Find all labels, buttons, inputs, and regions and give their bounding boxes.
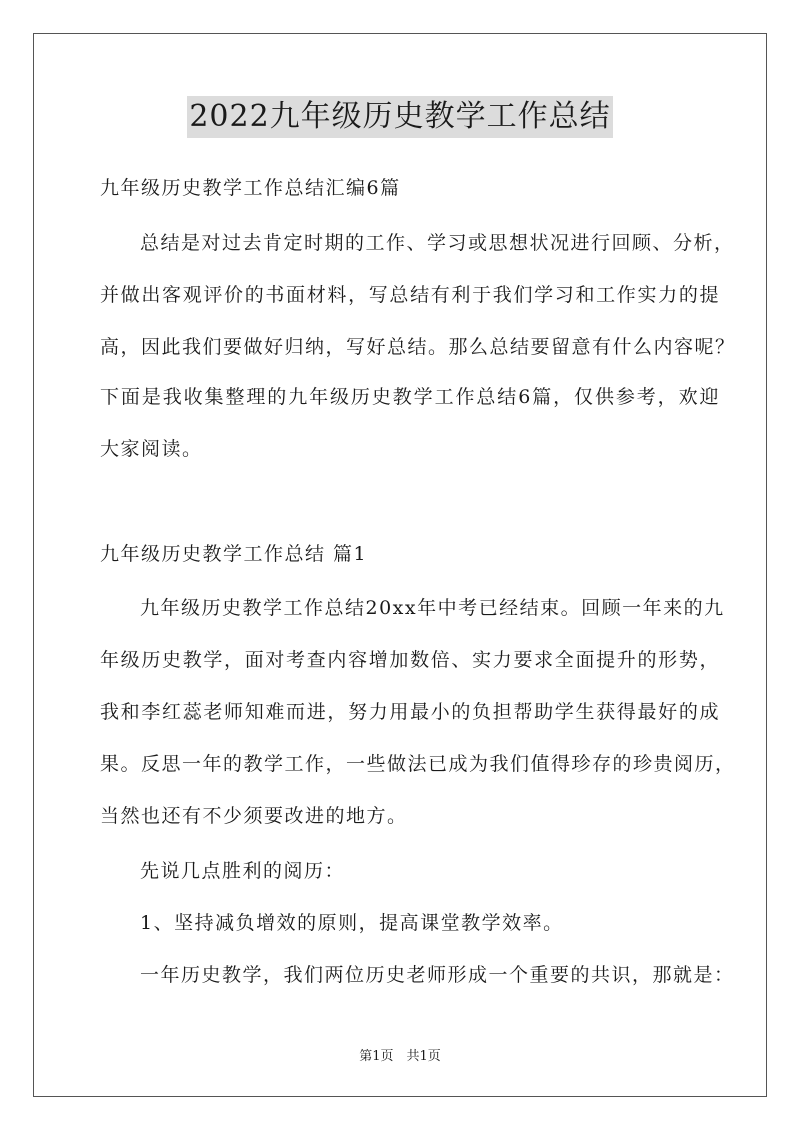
paragraph-point-1: 1、坚持减负增效的原则，提高课堂教学效率。 <box>140 912 564 934</box>
paragraph-experience: 先说几点胜利的阅历： <box>140 860 346 882</box>
intro-line-1: 总结是对过去肯定时期的工作、学习或思想状况进行回顾、分析， <box>140 232 735 254</box>
body-line-5: 当然也还有不少须要改进的地方。 <box>100 805 408 827</box>
intro-line-5: 大家阅读。 <box>100 438 203 460</box>
intro-line-3: 高，因此我们要做好归纳，写好总结。那么总结要留意有什么内容呢？ <box>100 336 736 358</box>
intro-line-2: 并做出客观评价的书面材料，写总结有利于我们学习和工作实力的提 <box>100 284 720 306</box>
page-footer: 第1页 共1页 <box>359 1049 441 1064</box>
body-line-4: 果。反思一年的教学工作，一些做法已成为我们值得珍存的珍贵阅历， <box>100 753 736 775</box>
document-title: 2022九年级历史教学工作总结 <box>187 96 612 138</box>
section-heading: 九年级历史教学工作总结 篇1 <box>100 543 368 565</box>
body-line-2: 年级历史教学，面对考查内容增加数倍、实力要求全面提升的形势， <box>100 649 720 671</box>
body-line-1: 九年级历史教学工作总结20xx年中考已经结束。回顾一年来的九 <box>140 597 725 619</box>
paragraph-last: 一年历史教学，我们两位历史老师形成一个重要的共识，那就是： <box>140 964 735 986</box>
document-title-wrapper <box>0 96 800 138</box>
document-subtitle: 九年级历史教学工作总结汇编6篇 <box>100 177 401 199</box>
body-line-3: 我和李红蕊老师知难而进，努力用最小的负担帮助学生获得最好的成 <box>100 701 720 723</box>
intro-line-4: 下面是我收集整理的九年级历史教学工作总结6篇，仅供参考，欢迎 <box>100 386 720 408</box>
